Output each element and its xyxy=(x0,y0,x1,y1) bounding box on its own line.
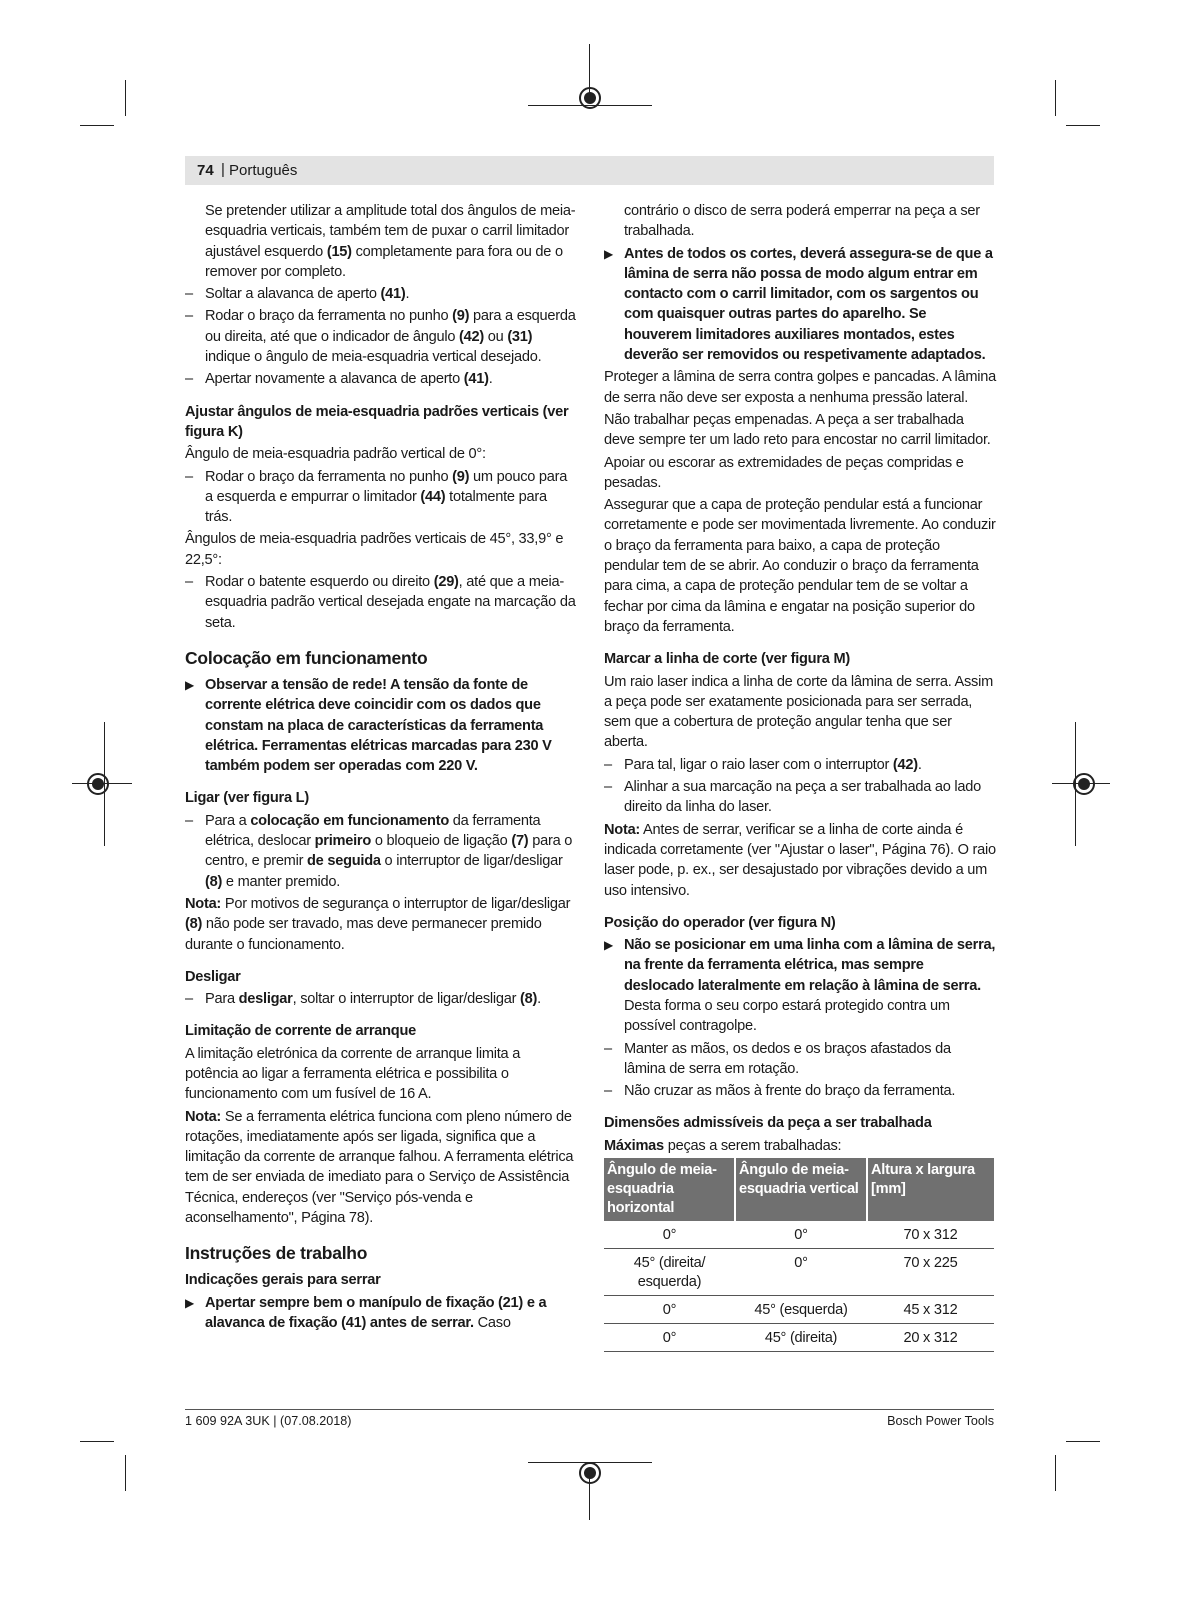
table-header-row xyxy=(604,1158,994,1221)
chapter-heading: Colocação em funcionamento xyxy=(185,647,428,668)
list-item: – Para a colocação em funcionamento da ferramenta elétrica, deslocar primeiro o bloqueio de ligação (7) para o centro, e premir de seguida o interruptor de ligar/desligar (8) e manter premido. xyxy=(185,812,573,890)
table-cell: 0° xyxy=(604,1296,735,1324)
table-header: Ângulo de meia-esquadria vertical xyxy=(735,1158,867,1221)
left-column xyxy=(185,201,577,1335)
warning-item: ▶ Apertar sempre bem o manípulo de fixação (21) e a alavanca de fixação (41) antes de serrar. Caso xyxy=(185,1294,547,1331)
list-item: – Não cruzar as mãos à frente do braço da ferramenta. xyxy=(604,1083,956,1100)
paragraph: Assegurar que a capa de proteção pendular está a funcionar corretamente e pode ser movimentada livremente. Ao conduzir o braço da ferramenta para baixo, a capa de proteção pendular tem de se abrir. Ao conduzir o braço da ferramenta para cima, a capa de proteção pendular tem de se voltar a fechar por cima da lâmina e engatar na posição superior do braço da ferramenta. xyxy=(604,497,996,635)
crop-mark xyxy=(80,125,114,126)
arrow-icon: ▶ xyxy=(604,938,613,953)
crop-mark xyxy=(1055,1455,1056,1491)
paragraph: Proteger a lâmina de serra contra golpes e pancadas. A lâmina de serra não deve ser exposta a nenhuma pressão lateral. xyxy=(604,369,996,406)
dimensions-table xyxy=(604,1158,994,1352)
section-heading: Marcar a linha de corte (ver figura M) xyxy=(604,651,850,668)
section-heading: Ajustar ângulos de meia-esquadria padrões verticais (ver figura K) xyxy=(185,403,569,440)
chapter-heading: Instruções de trabalho xyxy=(185,1243,368,1264)
crop-mark xyxy=(125,80,126,116)
crop-mark xyxy=(125,1455,126,1491)
paragraph-continued: contrário o disco de serra poderá emperrar na peça a ser trabalhada. xyxy=(624,203,980,240)
page-header xyxy=(185,156,994,185)
paragraph: Ângulos de meia-esquadria padrões verticais de 45°, 33,9° e 22,5°: xyxy=(185,531,564,568)
list-item: – Para tal, ligar o raio laser com o interruptor (42). xyxy=(604,756,922,773)
list-item: – Rodar o braço da ferramenta no punho (9) um pouco para a esquerda e empurrar o limitador (44) totalmente para trás. xyxy=(185,468,568,526)
table-cell: 45 x 312 xyxy=(867,1296,994,1324)
section-heading: Dimensões admissíveis da peça a ser trabalhada xyxy=(604,1115,932,1132)
crop-mark xyxy=(80,1441,114,1442)
header-separator: | xyxy=(221,161,225,178)
paragraph: Máximas peças a serem trabalhadas: xyxy=(604,1137,842,1154)
table-row xyxy=(604,1296,994,1324)
paragraph: A limitação eletrónica da corrente de arranque limita a potência ao ligar a ferramenta elétrica e possibilita o funcionamento com um fusível de 16 A. xyxy=(185,1045,521,1103)
table-cell: 70 x 225 xyxy=(867,1249,994,1296)
arrow-icon: ▶ xyxy=(604,246,613,261)
section-heading: Desligar xyxy=(185,968,241,985)
note: Nota: Antes de serrar, verificar se a linha de corte ainda é indicada corretamente (ver "Ajustar o laser", Página 76). O raio laser pode, p. ex., ser desajustado por vibrações devido a um uso intensivo. xyxy=(604,821,996,899)
table-cell: 0° xyxy=(604,1324,735,1352)
footer-divider xyxy=(185,1409,994,1410)
registration-target-icon xyxy=(579,1462,601,1484)
paragraph: Um raio laser indica a linha de corte da lâmina de serra. Assim a peça pode ser exatamente posicionada para ser serrada, sem que a cobertura de proteção angular tenha que ser aberta. xyxy=(604,673,994,751)
paragraph-intro: Se pretender utilizar a amplitude total dos ângulos de meia-esquadria verticais, também tem de puxar o carril limitador ajustável esquerdo (15) completamente para fora ou de o remover por completo. xyxy=(205,203,576,280)
section-heading: Posição do operador (ver figura N) xyxy=(604,914,836,931)
registration-target-icon xyxy=(1073,773,1095,795)
warning-item: ▶ Antes de todos os cortes, deverá assegura-se de que a lâmina de serra não possa de modo algum entrar em contacto com o carril limitador, com os sargentos ou com quaisquer outras partes do aparelho. Se houverem limitadores auxiliares montados, estes deverão ser removidos ou respetivamente adaptados. xyxy=(604,245,993,364)
table-cell: 0° xyxy=(735,1221,867,1249)
section-heading: Limitação de corrente de arranque xyxy=(185,1023,417,1040)
table-header: Ângulo de meia-esquadria horizontal xyxy=(604,1158,735,1221)
table-row xyxy=(604,1324,994,1352)
crop-mark xyxy=(1055,80,1056,116)
crop-mark xyxy=(1066,125,1100,126)
arrow-icon: ▶ xyxy=(185,1295,194,1310)
list-item: – Rodar o braço da ferramenta no punho (9) para a esquerda ou direita, até que o indicador de ângulo (42) ou (31) indique o ângulo de meia-esquadria vertical desejado. xyxy=(185,308,576,366)
paragraph: Não trabalhar peças empenadas. A peça a ser trabalhada deve sempre ter um lado reto para encostar no carril limitador. xyxy=(604,411,991,449)
table-cell: 70 x 312 xyxy=(867,1221,994,1249)
list-item: – Rodar o batente esquerdo ou direito (29), até que a meia-esquadria padrão vertical desejada engate na marcação da seta. xyxy=(185,574,576,631)
table-cell: 0° xyxy=(735,1249,867,1296)
list-item: – Alinhar a sua marcação na peça a ser trabalhada ao lado direito da linha do laser. xyxy=(604,779,982,816)
header-language: Português xyxy=(229,162,298,179)
table-cell: 0° xyxy=(604,1221,735,1249)
table-cell: 45° (direita) xyxy=(735,1324,867,1352)
note: Nota: Se a ferramenta elétrica funciona com pleno número de rotações, imediatamente após ser ligada, significa que a limitação da corrente de arranque falhou. A ferramenta elétrica tem de ser enviada de imediato para o Serviço de Assistência Técnica, endereços (ver "Serviço pós-venda e aconselhamento", Página 78). xyxy=(185,1108,574,1227)
table-row xyxy=(604,1221,994,1249)
list-item: – Manter as mãos, os dedos e os braços afastados da lâmina de serra em rotação. xyxy=(604,1040,951,1077)
page-number: 74 xyxy=(197,162,214,179)
paragraph: Apoiar ou escorar as extremidades de peças compridas e pesadas. xyxy=(604,454,964,491)
arrow-icon: ▶ xyxy=(185,677,194,692)
right-column xyxy=(604,201,996,1352)
table-cell: 20 x 312 xyxy=(867,1324,994,1352)
warning-item: ▶ Observar a tensão de rede! A tensão da fonte de corrente elétrica deve coincidir com os dados que constam na placa de características da ferramenta elétrica. Ferramentas elétricas marcadas para 230 V também podem ser operadas com 220 V. xyxy=(185,676,552,775)
table-cell: 45° (direita/ esquerda) xyxy=(604,1249,735,1296)
list-item: – Soltar a alavanca de aperto (41). xyxy=(185,286,410,303)
registration-target-icon xyxy=(87,773,109,795)
table-cell: 45° (esquerda) xyxy=(735,1296,867,1324)
registration-target-icon xyxy=(579,87,601,109)
footer-doc-code: 1 609 92A 3UK | (07.08.2018) xyxy=(185,1414,352,1428)
footer-brand: Bosch Power Tools xyxy=(887,1414,994,1428)
list-item: – Para desligar, soltar o interruptor de ligar/desligar (8). xyxy=(185,991,541,1008)
section-heading: Ligar (ver figura L) xyxy=(185,790,309,807)
crop-mark xyxy=(1066,1441,1100,1442)
note: Nota: Por motivos de segurança o interruptor de ligar/desligar (8) não pode ser travado, mas deve permanecer premido durante o funcionamento. xyxy=(185,895,571,953)
table-row xyxy=(604,1249,994,1296)
table-header: Altura x largura [mm] xyxy=(867,1158,994,1221)
section-heading: Indicações gerais para serrar xyxy=(185,1272,381,1289)
paragraph: Ângulo de meia-esquadria padrão vertical de 0°: xyxy=(185,446,486,463)
warning-item: ▶ Não se posicionar em uma linha com a lâmina de serra, na frente da ferramenta elétrica, mas sempre deslocado lateralmente em relação à lâmina de serra. Desta forma o seu corpo estará protegido contra um possível contragolpe. xyxy=(604,937,996,1035)
list-item: – Apertar novamente a alavanca de aperto (41). xyxy=(185,371,493,388)
